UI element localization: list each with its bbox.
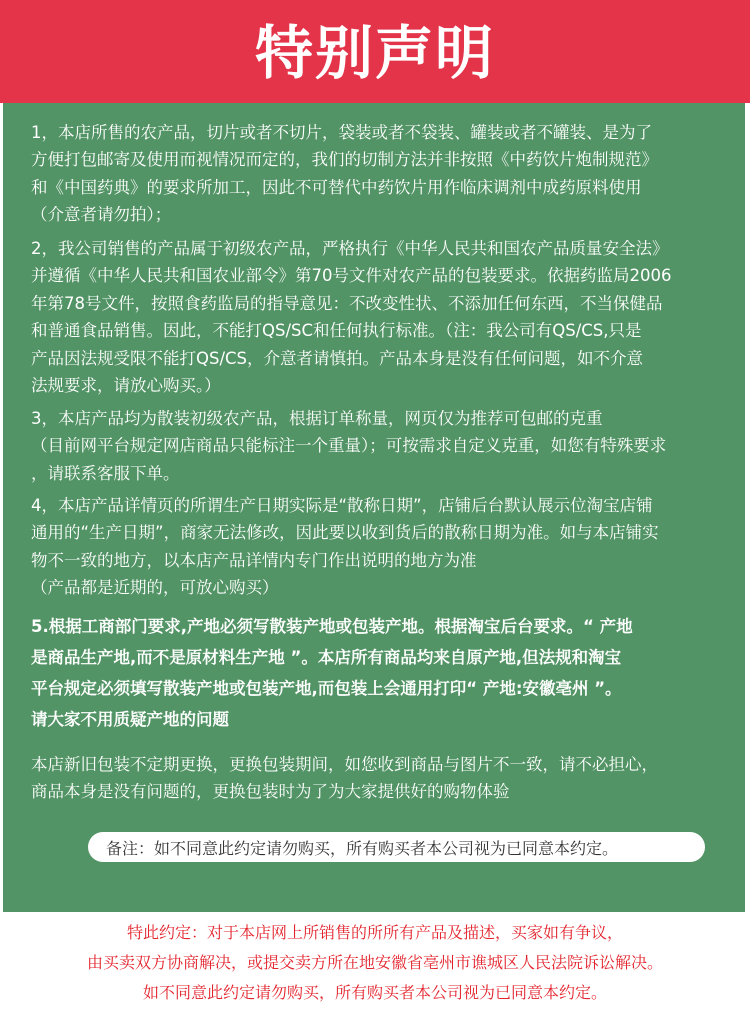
notice-line: 平台规定必须填写散装产地或包装产地,而包装上会通用打印“ 产地:安徽亳州 ”。 [31,679,622,698]
packaging-notice [31,751,731,806]
page-title: 特别声明 [254,18,495,87]
remark-text: 备注：如不同意此约定请勿购买，所有购买者本公司视为已同意本约定。 [106,838,619,858]
notice-line: 2，我公司销售的产品属于初级农产品，严格执行《中华人民共和国农产品质量安全法》 [31,239,669,258]
footer-line: 特此约定：对于本店网上所销售的所所有产品及描述，买家如有争议， [126,923,623,942]
notice-line: 请大家不用质疑产地的问题 [31,710,229,729]
notice-item-4 [31,492,731,602]
notice-line: 并遵循《中华人民共和国农业部令》第70号文件对农产品的包装要求。依据药监局2006 [31,266,672,286]
notice-item-1 [31,119,731,229]
notice-line: 4，本店产品详情页的所谓生产日期实际是“散称日期”，店铺后台默认展示位淘宝店铺 [31,496,653,515]
notice-item-2 [31,235,731,399]
notice-line: 通用的“生产日期”，商家无法修改，因此要以收到货后的散称日期为准。如与本店铺实 [31,523,659,543]
remark-pill [88,832,705,862]
notice-line: 和《中国药典》的要求所加工，因此不可替代中药饮片用作临床调剂中成药原料使用 [31,177,642,197]
notice-line: 法规要求，请放心购买。） [31,376,221,396]
notice-line: 方便打包邮寄及使用而视情况而定的，我们的切制方法并非按照《中药饮片炮制规范》 [31,150,658,170]
notice-panel [3,103,745,912]
notice-line: 年第78号文件，按照食药监局的指导意见：不改变性状、不添加任何东西，不当保健品 [31,293,663,313]
notice-line: （产品都是近期的，可放心购买） [31,578,279,598]
notice-line: 3，本店产品均为散装初级农产品，根据订单称量，网页仅为推荐可包邮的克重 [31,409,603,428]
notice-item-5 [31,611,731,735]
notice-line: ，请联系客服下单。 [31,463,180,483]
notice-line: 是商品生产地,而不是原材料生产地 ”。本店所有商品均来自原产地,但法规和淘宝 [31,648,622,667]
footer-line: 由买卖双方协商解决，或提交卖方所在地安徽省亳州市谯城区人民法院诉讼解决。 [86,953,663,972]
notice-line: 产品因法规受限不能打QS/CS，介意者请慎拍。产品本身是没有任何问题，如不介意 [31,348,644,368]
footer-line: 如不同意此约定请勿购买，所有购买者本公司视为已同意本约定。 [142,983,607,1002]
notice-line: 本店新旧包装不定期更换，更换包装期间，如您收到商品与图片不一致，请不必担心， [31,755,658,774]
notice-line: （目前网平台规定网店商品只能标注一个重量）；可按需求自定义克重，如您有特殊要求 [31,436,667,456]
notice-line: 和普通食品销售。因此，不能打QS/SC和任何执行标准。（注：我公司有QS/CS,只是 [31,321,642,341]
notice-line: （介意者请勿拍）； [31,205,172,225]
notice-line: 1，本店所售的农产品，切片或者不切片，袋装或者不袋装、罐装或者不罐装、是为了 [31,123,652,142]
notice-line: 商品本身是没有问题的，更换包装时为了为大家提供好的购物体验 [31,782,510,802]
notice-line: 物不一致的地方，以本店产品详情内专门作出说明的地方为准 [31,550,477,570]
footer-agreement [0,918,750,1008]
header-banner [0,0,750,103]
notice-item-3 [31,405,731,487]
notice-line: 5.根据工商部门要求,产地必须写散装产地或包装产地。根据淘宝后台要求。“ 产地 [31,617,633,636]
